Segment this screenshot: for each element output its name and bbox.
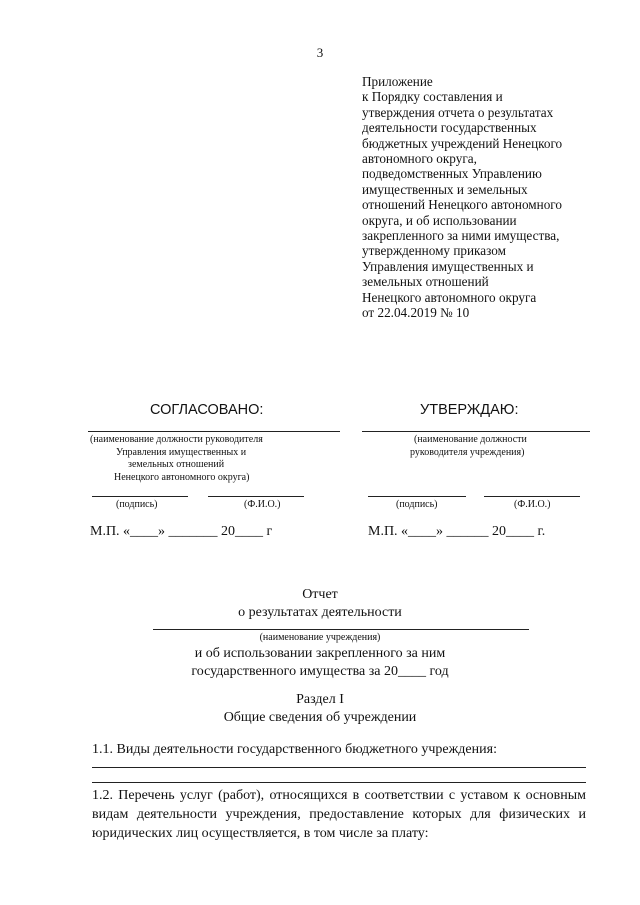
institution-caption: (наименование учреждения) bbox=[259, 632, 381, 643]
appendix-line: от 22.04.2019 № 10 bbox=[362, 305, 470, 321]
appendix-line: к Порядку составления и bbox=[362, 89, 503, 105]
caption-line: руководителя учреждения) bbox=[410, 446, 525, 458]
appendix-line: округа, и об использовании bbox=[362, 212, 517, 228]
appendix-line: земельных отношений bbox=[362, 274, 489, 290]
agreed-signature-label: (подпись) bbox=[116, 499, 158, 510]
agreed-stamp-date: М.П. «____» _______ 20____ г bbox=[90, 524, 273, 539]
agreed-name-label: (Ф.И.О.) bbox=[244, 499, 281, 510]
caption-line: (наименование должности bbox=[414, 434, 527, 445]
appendix-line: Управления имущественных и bbox=[362, 258, 534, 274]
caption-line: (наименование должности руководителя bbox=[90, 434, 263, 445]
institution-name-line bbox=[153, 629, 529, 630]
appendix-line: бюджетных учреждений Ненецкого bbox=[362, 135, 563, 151]
agreed-heading: СОГЛАСОВАНО: bbox=[150, 402, 264, 418]
appendix-line: автономного округа, bbox=[362, 151, 477, 167]
approved-stamp-date: М.П. «____» ______ 20____ г. bbox=[368, 524, 546, 539]
section-title: Раздел I bbox=[296, 692, 344, 707]
item-1-1-answer-line-2 bbox=[92, 782, 586, 783]
appendix-line: утвержденному приказом bbox=[362, 243, 506, 259]
appendix-line: Приложение bbox=[362, 74, 433, 89]
agreed-position-caption bbox=[90, 434, 263, 484]
appendix-line: деятельности государственных bbox=[362, 120, 537, 136]
approved-heading: УТВЕРЖДАЮ: bbox=[420, 402, 519, 418]
appendix-line: имущественных и земельных bbox=[362, 181, 528, 197]
appendix-line: утверждения отчета о результатах bbox=[362, 104, 554, 120]
agreed-signature-line bbox=[92, 496, 188, 497]
approved-name-label: (Ф.И.О.) bbox=[514, 499, 551, 510]
section-subtitle: Общие сведения об учреждении bbox=[223, 710, 417, 725]
item-1-2-line-1: 1.2. Перечень услуг (работ), относящихся в соответствии с уставом к основным bbox=[92, 788, 586, 803]
page-number: 3 bbox=[316, 45, 324, 60]
approved-position-line bbox=[362, 431, 590, 432]
agreed-name-line bbox=[208, 496, 304, 497]
approved-signature-label: (подпись) bbox=[396, 499, 438, 510]
item-1-1: 1.1. Виды деятельности государственного бюджетного учреждения: bbox=[92, 742, 497, 757]
item-1-1-answer-line bbox=[92, 767, 586, 768]
item-1-2-line-3: юридических лиц осуществляется, в том числе за плату: bbox=[92, 826, 429, 841]
caption-line: земельных отношений bbox=[128, 459, 225, 470]
caption-line: Ненецкого автономного округа) bbox=[114, 471, 250, 483]
appendix-line: Ненецкого автономного округа bbox=[362, 289, 537, 305]
report-line-4: государственного имущества за 20____ год bbox=[191, 664, 449, 679]
approved-name-line bbox=[484, 496, 580, 497]
approved-signature-line bbox=[368, 496, 466, 497]
approved-position-caption bbox=[410, 434, 527, 459]
report-title: Отчет bbox=[302, 587, 338, 602]
appendix-block bbox=[362, 74, 632, 321]
caption-line: Управления имущественных и bbox=[116, 446, 247, 458]
report-subtitle: о результатах деятельности bbox=[238, 605, 402, 620]
appendix-line: закрепленного за ними имущества, bbox=[362, 228, 560, 244]
item-1-2-line-2: видам деятельности учреждения, предоставление которых для физических и bbox=[92, 807, 586, 822]
appendix-line: подведомственных Управлению bbox=[362, 166, 542, 182]
agreed-position-line bbox=[88, 431, 340, 432]
appendix-line: отношений Ненецкого автономного bbox=[362, 197, 562, 213]
report-line-3: и об использовании закрепленного за ним bbox=[194, 646, 446, 661]
